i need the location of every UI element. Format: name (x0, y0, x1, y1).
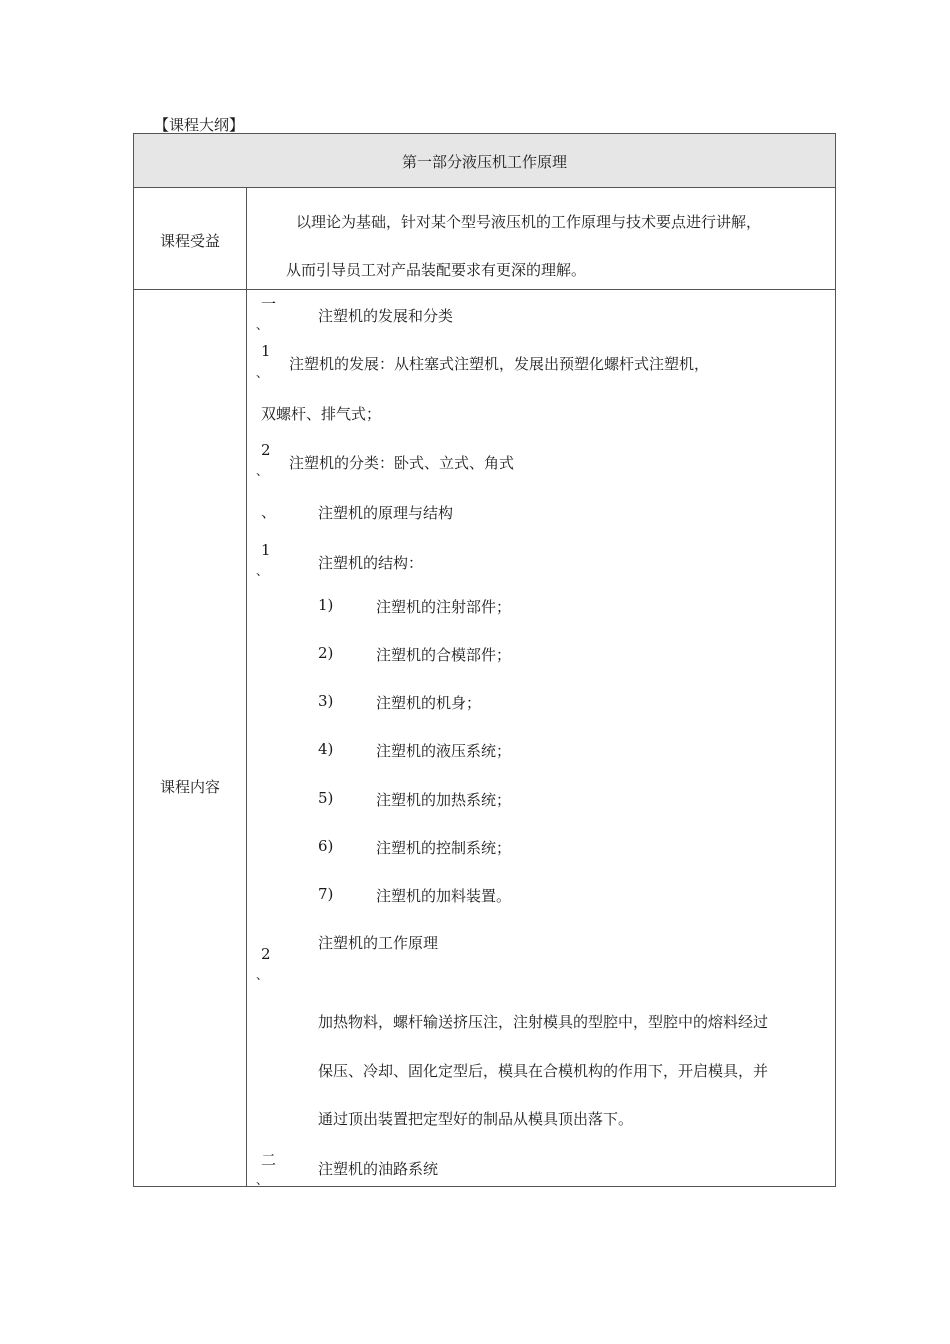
structure-num-1: 1) (318, 596, 334, 614)
benefit-row (134, 188, 835, 290)
structure-text-1: 注塑机的注射部件； (376, 598, 512, 616)
item-2-text: 注塑机的分类：卧式、立式、角式 (289, 454, 515, 472)
sub-1-tick: 、 (256, 564, 269, 578)
structure-num-4: 4) (318, 740, 334, 758)
structure-num-6: 6) (318, 837, 334, 855)
column-divider (246, 290, 247, 1186)
sub-1-mark: 1 (261, 541, 271, 559)
sub-2-tick: 、 (256, 968, 269, 982)
item-1-mark: 1 (261, 342, 271, 360)
content-label: 课程内容 (159, 778, 220, 796)
section-1-tick: 、 (256, 318, 269, 332)
principle-line-3: 通过顶出装置把定型好的制品从模具顶出落下。 (318, 1110, 634, 1128)
structure-num-3: 3) (318, 692, 334, 710)
part-title: 第一部分液压机工作原理 (401, 153, 567, 171)
principle-line-2: 保压、冷却、固化定型后，模具在合模机构的作用下，开启模具，并 (318, 1062, 769, 1080)
structure-text-5: 注塑机的加热系统； (376, 791, 512, 809)
structure-text-6: 注塑机的控制系统； (376, 839, 512, 857)
benefit-label: 课程受益 (159, 232, 220, 250)
part-title-row (134, 134, 835, 188)
sub-1-title: 注塑机的结构： (318, 554, 424, 572)
section-1-title: 注塑机的发展和分类 (318, 307, 454, 325)
item-1-continuation: 双螺杆、排气式； (261, 405, 382, 423)
structure-num-2: 2) (318, 644, 334, 662)
section-2-mark: 、 (261, 503, 277, 521)
structure-text-2: 注塑机的合模部件； (376, 646, 512, 664)
structure-text-7: 注塑机的加料装置。 (376, 887, 512, 905)
section-3-tick: 、 (256, 1173, 269, 1187)
sub-2-title: 注塑机的工作原理 (318, 934, 439, 952)
item-1-tick: 、 (256, 366, 269, 380)
section-1-mark: 一 (261, 295, 277, 313)
item-2-tick: 、 (256, 464, 269, 478)
structure-text-4: 注塑机的液压系统； (376, 742, 512, 760)
benefit-line-1: 以理论为基础，针对某个型号液压机的工作原理与技术要点进行讲解， (296, 213, 762, 231)
section-3-mark: 二 (261, 1151, 277, 1169)
structure-text-3: 注塑机的机身； (376, 694, 482, 712)
course-outline-table (133, 133, 836, 1187)
benefit-line-2: 从而引导员工对产品装配要求有更深的理解。 (286, 261, 587, 279)
sub-2-mark: 2 (261, 945, 271, 963)
section-2-title: 注塑机的原理与结构 (318, 504, 454, 522)
section-3-title: 注塑机的油路系统 (318, 1160, 439, 1178)
item-1-text: 注塑机的发展：从柱塞式注塑机，发展出预塑化螺杆式注塑机， (289, 355, 710, 373)
principle-line-1: 加热物料，螺杆输送挤压注，注射模具的型腔中，型腔中的熔料经过 (318, 1013, 769, 1031)
structure-num-5: 5) (318, 789, 334, 807)
column-divider (246, 188, 247, 289)
content-row (134, 290, 835, 1186)
structure-num-7: 7) (318, 885, 334, 903)
document-heading: 【课程大纲】 (154, 116, 245, 134)
item-2-mark: 2 (261, 441, 271, 459)
